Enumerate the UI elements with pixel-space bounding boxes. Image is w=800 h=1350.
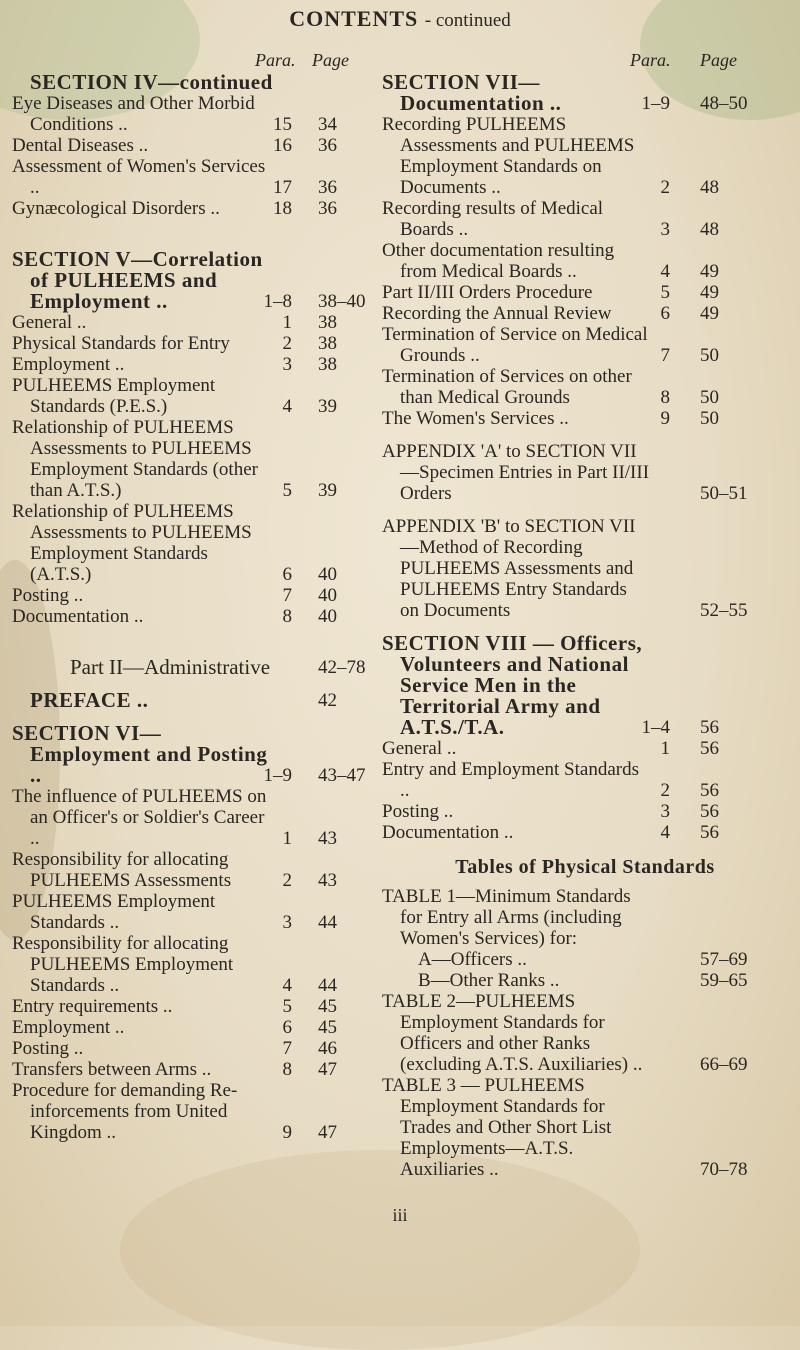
entry-para: 8 xyxy=(282,606,292,627)
part-2-title: Part II—Administrative xyxy=(69,655,271,679)
entry-page: 44 xyxy=(318,975,337,996)
entry-page: 70–78 xyxy=(700,1159,748,1180)
part-2-heading[interactable] xyxy=(30,657,390,678)
entry-title: Relationship of PULHEEMS Assessments to PULHEEMS Employment Standards (A.T.S.) xyxy=(12,501,252,585)
entry-title: Recording the Annual Review xyxy=(382,303,612,324)
section-6-title: SECTION VI—Employment and Posting .. xyxy=(12,721,268,787)
entry-page: 46 xyxy=(318,1038,337,1059)
contents-title: CONTENTS xyxy=(289,6,419,31)
entry-page: 50 xyxy=(700,345,719,366)
page-header xyxy=(0,6,800,32)
appendix-a-title: APPENDIX 'A' to SECTION VII—Specimen Entries in Part II/III Orders xyxy=(382,441,650,504)
entry-para: 6 xyxy=(282,564,292,585)
entry-page: 38 xyxy=(318,312,337,333)
toc-entry[interactable] xyxy=(12,849,390,891)
toc-entry[interactable] xyxy=(12,585,390,606)
entry-para: 4 xyxy=(282,396,292,417)
toc-entry[interactable] xyxy=(12,606,390,627)
entry-para: 5 xyxy=(660,282,670,303)
toc-entry[interactable] xyxy=(400,949,770,970)
toc-entry[interactable] xyxy=(382,303,770,324)
section-6-heading[interactable] xyxy=(12,721,390,787)
entry-title: The influence of PULHEEMS on an Officer's or Soldier's Career .. xyxy=(12,786,267,849)
entry-page: 36 xyxy=(318,198,337,219)
entry-title: PULHEEMS Employment Standards (P.E.S.) xyxy=(12,375,216,417)
entry-page: 43 xyxy=(318,870,337,891)
entry-title: Termination of Services on other than Medical Grounds xyxy=(382,366,632,408)
entry-page: 38 xyxy=(318,354,337,375)
toc-entry[interactable] xyxy=(12,156,390,198)
entry-para: 18 xyxy=(273,198,292,219)
toc-entry[interactable] xyxy=(382,759,770,801)
toc-entry[interactable] xyxy=(400,970,770,991)
appendix-b-title: APPENDIX 'B' to SECTION VII—Method of Recording PULHEEMS Assessments and PULHEEMS Entry Standards on Documents xyxy=(382,516,636,621)
entry-page: 39 xyxy=(318,480,337,501)
entry-para: 7 xyxy=(282,585,292,606)
paper-stain xyxy=(120,1150,640,1350)
toc-entry[interactable] xyxy=(12,1038,390,1059)
entry-page: 43 xyxy=(318,828,337,849)
column-headers xyxy=(30,50,390,72)
entry-para: 4 xyxy=(660,261,670,282)
entry-page: 39 xyxy=(318,396,337,417)
entry-para: 6 xyxy=(282,1017,292,1038)
entry-page: 59–65 xyxy=(700,970,748,991)
entry-page: 45 xyxy=(318,996,337,1017)
entry-title: Documentation .. xyxy=(382,822,514,843)
entry-para: 1 xyxy=(282,828,292,849)
entry-para: 4 xyxy=(660,822,670,843)
column-headers xyxy=(400,50,770,72)
toc-entry[interactable] xyxy=(12,786,390,849)
toc-entry[interactable] xyxy=(12,135,390,156)
entry-para: 7 xyxy=(282,1038,292,1059)
section-6-page: 43–47 xyxy=(318,765,366,786)
toc-entry[interactable] xyxy=(12,933,390,996)
entry-title: Posting .. xyxy=(12,1038,84,1059)
entry-title: Entry requirements .. xyxy=(12,996,173,1017)
section-8-page: 56 xyxy=(700,717,719,738)
toc-entry[interactable] xyxy=(12,198,390,219)
entry-title: Other documentation resulting from Medical Boards .. xyxy=(382,240,615,282)
entry-title: Responsibility for allocating PULHEEMS Assessments xyxy=(12,849,232,891)
section-6-list xyxy=(12,786,390,1143)
toc-entry[interactable] xyxy=(382,324,770,366)
entry-page: 40 xyxy=(318,564,337,585)
appendix-a-page: 50–51 xyxy=(700,483,748,504)
toc-entry[interactable] xyxy=(12,1017,390,1038)
section-5-page: 38–40 xyxy=(318,291,366,312)
entry-title: Transfers between Arms .. xyxy=(12,1059,212,1080)
entry-page: 34 xyxy=(318,114,337,135)
entry-para: 4 xyxy=(282,975,292,996)
entry-title: TABLE 1—Minimum Standards for Entry all Arms (including Women's Services) for: xyxy=(382,886,631,949)
entry-para: 2 xyxy=(660,780,670,801)
entry-title: Termination of Service on Medical Grounds .. xyxy=(382,324,648,366)
continued-label: - continued xyxy=(424,10,511,31)
page-header-label: Page xyxy=(700,50,737,70)
toc-entry[interactable] xyxy=(382,1075,770,1180)
entry-title: Employment .. xyxy=(12,1017,125,1038)
entry-title: Recording results of Medical Boards .. xyxy=(382,198,604,240)
section-5-list xyxy=(12,312,390,627)
entry-page: 40 xyxy=(318,585,337,606)
toc-entry[interactable] xyxy=(12,1080,390,1143)
section-7-page: 48–50 xyxy=(700,93,748,114)
section-8-para: 1–4 xyxy=(641,717,670,738)
entry-page: 47 xyxy=(318,1122,337,1143)
entry-page: 56 xyxy=(700,801,719,822)
entry-para: 1 xyxy=(660,738,670,759)
entry-page: 50 xyxy=(700,387,719,408)
entry-para: 3 xyxy=(282,354,292,375)
toc-entry[interactable] xyxy=(382,738,770,759)
toc-entry[interactable] xyxy=(382,366,770,408)
toc-entry[interactable] xyxy=(12,501,390,585)
entry-para: 6 xyxy=(660,303,670,324)
right-column xyxy=(382,50,770,1180)
toc-entry[interactable] xyxy=(382,991,770,1075)
entry-page: 56 xyxy=(700,738,719,759)
toc-entry[interactable] xyxy=(382,240,770,282)
entry-page: 66–69 xyxy=(700,1054,748,1075)
entry-para: 7 xyxy=(660,345,670,366)
section-6-para: 1–9 xyxy=(263,765,292,786)
entry-page: 56 xyxy=(700,780,719,801)
entry-title: PULHEEMS Employment Standards .. xyxy=(12,891,216,933)
entry-page: 38 xyxy=(318,333,337,354)
entry-para: 3 xyxy=(660,801,670,822)
toc-entry[interactable] xyxy=(382,282,770,303)
entry-para: 9 xyxy=(282,1122,292,1143)
entry-title: Gynæcological Disorders .. xyxy=(12,198,220,219)
entry-para: 2 xyxy=(282,870,292,891)
tables-heading: Tables of Physical Standards xyxy=(455,856,715,878)
toc-entry[interactable] xyxy=(12,333,390,354)
section-7-title: SECTION VII—Documentation .. xyxy=(382,70,562,115)
entry-title: Physical Standards for Entry xyxy=(12,333,230,354)
section-8-title: SECTION VIII — Officers, Volunteers and National Service Men in the Territorial Army and A.T.S./T.A. xyxy=(382,631,643,739)
entry-para: 8 xyxy=(282,1059,292,1080)
toc-entry[interactable] xyxy=(382,114,770,198)
entry-page: 49 xyxy=(700,261,719,282)
entry-page: 36 xyxy=(318,135,337,156)
entry-para: 5 xyxy=(282,480,292,501)
toc-entry[interactable] xyxy=(12,93,390,135)
entry-para: 3 xyxy=(282,912,292,933)
entry-page: 57–69 xyxy=(700,949,748,970)
toc-entry[interactable] xyxy=(12,354,390,375)
entry-page: 48 xyxy=(700,219,719,240)
section-5-title: SECTION V—Correlation of PULHEEMS and Employment .. xyxy=(12,247,263,313)
para-header: Para. xyxy=(255,50,296,70)
entry-page: 48 xyxy=(700,177,719,198)
entry-title: TABLE 3 — PULHEEMS Employment Standards for Trades and Other Short List Employments—A.T.S. Auxiliaries .. xyxy=(382,1075,612,1180)
para-header: Para. xyxy=(630,50,671,70)
toc-entry[interactable] xyxy=(382,822,770,843)
entry-page: 45 xyxy=(318,1017,337,1038)
entry-para: 8 xyxy=(660,387,670,408)
section-7-para: 1–9 xyxy=(641,93,670,114)
entry-para: 17 xyxy=(273,177,292,198)
entry-title: Responsibility for allocating PULHEEMS Employment Standards .. xyxy=(12,933,234,996)
section-4-title: SECTION IV—continued xyxy=(30,70,273,94)
toc-entry[interactable] xyxy=(12,375,390,417)
entry-para: 9 xyxy=(660,408,670,429)
entry-title: The Women's Services .. xyxy=(382,408,569,429)
left-column xyxy=(12,50,390,1143)
entry-title: Employment .. xyxy=(12,354,125,375)
entry-title: TABLE 2—PULHEEMS Employment Standards for Officers and other Ranks (excluding A.T.S. Auxiliaries) .. xyxy=(382,991,643,1075)
preface-page: 42 xyxy=(318,690,337,711)
appendix-b-page: 52–55 xyxy=(700,600,748,621)
entry-para: 3 xyxy=(660,219,670,240)
entry-title: Dental Diseases .. xyxy=(12,135,149,156)
toc-entry[interactable] xyxy=(12,417,390,501)
tables-list xyxy=(382,886,770,1180)
section-7-heading[interactable] xyxy=(382,70,770,115)
section-8-list xyxy=(382,738,770,843)
entry-page: 36 xyxy=(318,177,337,198)
toc-entry[interactable] xyxy=(12,1059,390,1080)
entry-title: B—Other Ranks .. xyxy=(418,970,560,991)
toc-entry[interactable] xyxy=(382,886,770,949)
entry-title: A—Officers .. xyxy=(418,949,527,970)
entry-page: 49 xyxy=(700,282,719,303)
entry-page: 40 xyxy=(318,606,337,627)
entry-title: Procedure for demanding Re-inforcements from United Kingdom .. xyxy=(12,1080,238,1143)
entry-para: 5 xyxy=(282,996,292,1017)
entry-title: Assessment of Women's Services .. xyxy=(12,156,266,198)
toc-entry[interactable] xyxy=(12,891,390,933)
entry-para: 2 xyxy=(282,333,292,354)
entry-para: 1 xyxy=(282,312,292,333)
entry-title: Relationship of PULHEEMS Assessments to PULHEEMS Employment Standards (other than A.T.S.) xyxy=(12,417,258,501)
toc-entry[interactable] xyxy=(12,996,390,1017)
part-2-page: 42–78 xyxy=(318,657,366,678)
toc-entry[interactable] xyxy=(382,801,770,822)
entry-title: Recording PULHEEMS Assessments and PULHEEMS Employment Standards on Documents .. xyxy=(382,114,635,198)
entry-title: General .. xyxy=(12,312,87,333)
entry-title: Posting .. xyxy=(382,801,454,822)
toc-entry[interactable] xyxy=(382,198,770,240)
section-8-heading[interactable] xyxy=(382,631,770,739)
toc-entry[interactable] xyxy=(382,408,770,429)
entry-page: 50 xyxy=(700,408,719,429)
entry-page: 44 xyxy=(318,912,337,933)
entry-title: Documentation .. xyxy=(12,606,144,627)
entry-title: Entry and Employment Standards .. xyxy=(382,759,639,801)
entry-title: Part II/III Orders Procedure xyxy=(382,282,593,303)
entry-page: 47 xyxy=(318,1059,337,1080)
appendix-a-entry[interactable] xyxy=(382,441,770,504)
page-header-label: Page xyxy=(312,50,349,70)
entry-para: 15 xyxy=(273,114,292,135)
toc-entry[interactable] xyxy=(12,312,390,333)
section-7-list xyxy=(382,114,770,429)
section-5-heading[interactable] xyxy=(12,247,390,313)
entry-para: 16 xyxy=(273,135,292,156)
appendix-b-entry[interactable] xyxy=(382,516,770,621)
entry-page: 56 xyxy=(700,822,719,843)
entry-title: Posting .. xyxy=(12,585,84,606)
page-number: iii xyxy=(392,1205,408,1225)
entry-title: General .. xyxy=(382,738,457,759)
preface-entry[interactable] xyxy=(30,690,390,711)
section-4-list xyxy=(12,93,390,219)
entry-title: Eye Diseases and Other Morbid Conditions .. xyxy=(12,93,255,135)
section-5-para: 1–8 xyxy=(263,291,292,312)
entry-para: 2 xyxy=(660,177,670,198)
preface-title: PREFACE .. xyxy=(30,688,149,712)
entry-page: 49 xyxy=(700,303,719,324)
